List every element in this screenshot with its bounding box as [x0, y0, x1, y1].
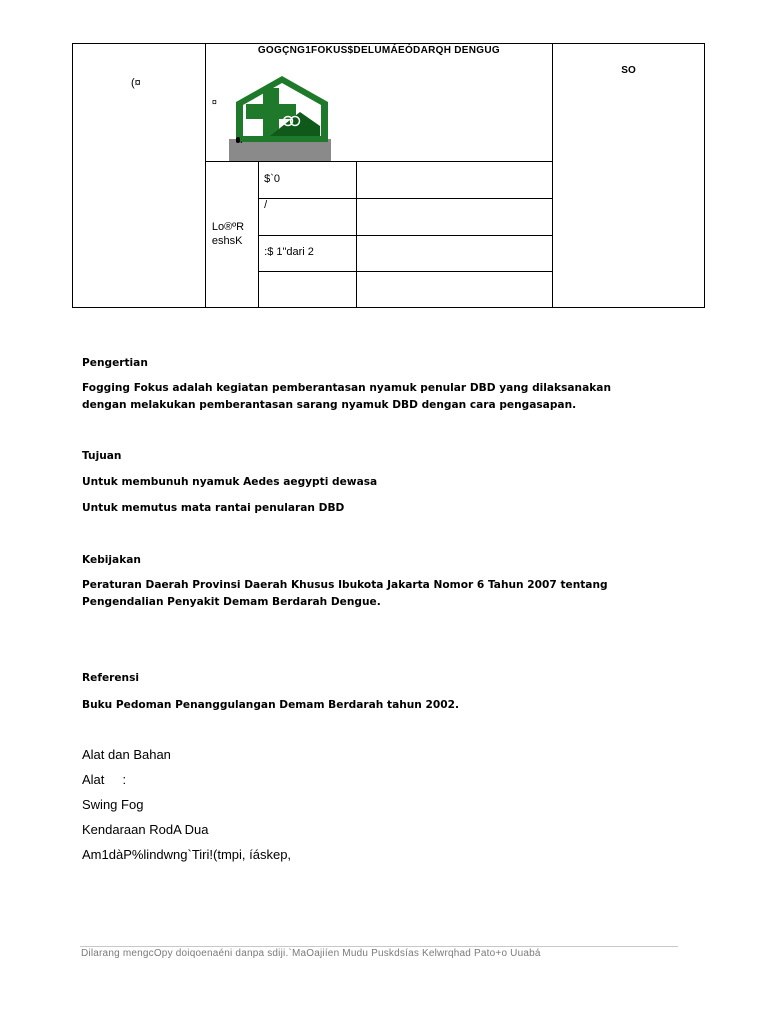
puskesmas-logo-icon: [230, 74, 334, 162]
section-title-pengertian: Pengertian: [82, 357, 148, 369]
header-row-label: [259, 272, 357, 308]
section-title-referensi: Referensi: [82, 672, 140, 684]
section-title-kebijakan: Kebijakan: [82, 554, 141, 566]
header-row-label: $`0: [259, 162, 357, 199]
header-row-value: [356, 272, 552, 308]
header-left-mark: (¤: [131, 77, 141, 89]
alat-item-1: Swing Fog: [82, 797, 144, 812]
header-mid-label: Lo®ºR eshsK: [211, 221, 245, 247]
alat-item-3: Am1dàP%lindwng`Tiri!(tmpi, íáskep,: [82, 847, 292, 862]
header-left-cell: [73, 44, 206, 308]
header-title-cell: [205, 44, 552, 162]
section-body-kebijakan: Peraturan Daerah Provinsi Daerah Khusus Ibukota Jakarta Nomor 6 Tahun 2007 tentang Pengendalian Penyakit Demam Berdarah Dengue.: [82, 579, 608, 608]
document-title: GOGÇNG1FOKUS$DELUMÁEÓDARQH DENGUG: [257, 45, 500, 56]
section-item-tujuan-2: Untuk memutus mata rantai penularan DBD: [82, 502, 345, 514]
header-mid-label-cell: [205, 162, 258, 308]
section-item-tujuan-1: Untuk membunuh nyamuk Aedes aegypti dewasa: [82, 476, 378, 488]
alat-label: Alat :: [82, 772, 127, 787]
document-header-table: [72, 43, 705, 308]
header-row-label: /: [259, 199, 357, 236]
header-row-value: [356, 236, 552, 272]
section-body-referensi: Buku Pedoman Penanggulangan Demam Berdarah tahun 2002.: [82, 699, 460, 711]
alat-item-2: Kendaraan RodA Dua: [82, 822, 209, 837]
footer-disclaimer: Dilarang mengcOpy doiqoenaéni danpa sdiji.`MaOajiíen Mudu Puskdsías Kelwrqhad Pato+o Uuabá: [81, 948, 541, 959]
footer-divider: [80, 946, 678, 947]
header-right-cell: [553, 44, 705, 308]
header-row-value: [356, 199, 552, 236]
section-title-alat-bahan: Alat dan Bahan: [82, 747, 171, 762]
section-body-pengertian: Fogging Fokus adalah kegiatan pemberantasan nyamuk penular DBD yang dilaksanakan dengan melakukan pemberantasan sarang nyamuk DBD dengan cara pengasapan.: [82, 382, 611, 411]
logo-tail: 3.: [235, 136, 243, 145]
header-row-label: :$ 1"dari 2: [259, 236, 357, 272]
header-row-value: [356, 162, 552, 199]
section-title-tujuan: Tujuan: [82, 450, 122, 462]
logo-mark: ¤: [211, 97, 217, 107]
document-code: SO: [621, 65, 636, 76]
